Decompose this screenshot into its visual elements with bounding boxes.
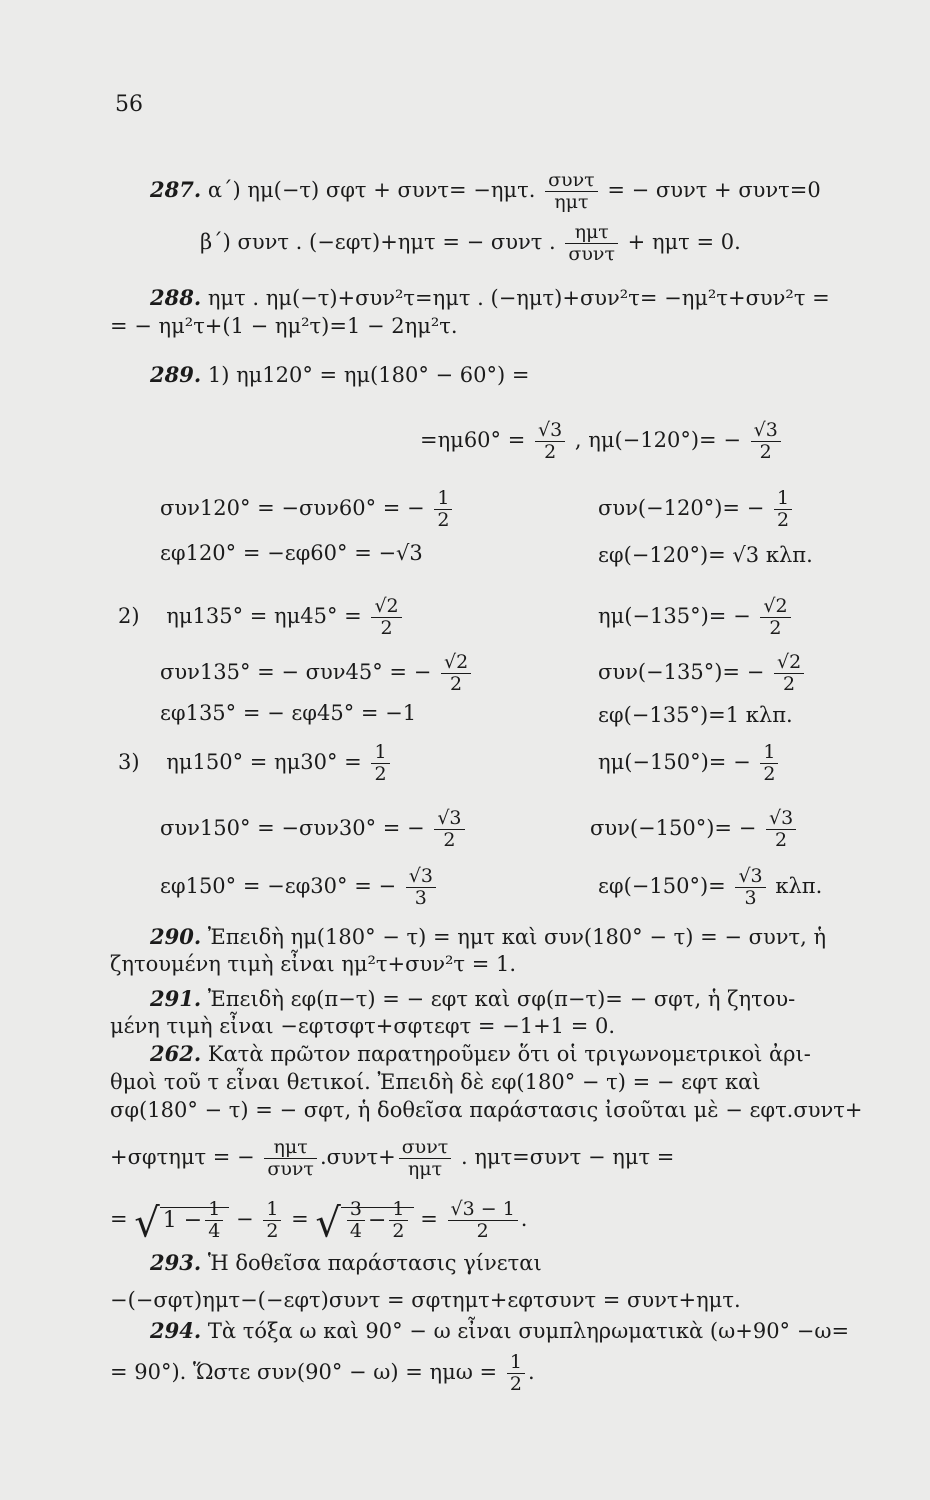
exercise-292-line-4 (110, 1137, 674, 1180)
fraction (760, 596, 790, 639)
cos135-right (598, 652, 807, 695)
equation-text: . (527, 1360, 535, 1384)
numerator: 1 (774, 488, 792, 510)
equation-text: = (291, 1207, 309, 1231)
denominator: 2 (437, 509, 450, 531)
denominator: ημτ (407, 1158, 443, 1180)
cos120-right (598, 488, 795, 531)
fraction (371, 742, 389, 785)
cos135-left (160, 652, 474, 695)
cos150-right (590, 808, 799, 851)
tan150-right (598, 866, 822, 909)
exercise-293-line-2: −(−σφτ)ημτ−(−εφτ)συντ = σφτημτ+εφτσυντ = συντ+ημτ. (110, 1288, 741, 1312)
page-number: 56 (115, 92, 143, 117)
denominator: 2 (544, 441, 557, 463)
numerator: √3 (735, 866, 765, 888)
exercise-290-line-2: ζητουμένη τιμὴ εἶναι ημ²τ+συν²τ = 1. (110, 952, 517, 976)
fraction (735, 866, 765, 909)
fraction (448, 1199, 518, 1242)
equation-text: =ημ60° = (420, 428, 526, 452)
exercise-291-line-1 (150, 986, 795, 1012)
fraction (347, 1199, 365, 1242)
sin60-line (420, 420, 784, 463)
exercise-number: 291. (150, 986, 202, 1011)
tan135-right: εφ(−135°)=1 κλπ. (598, 703, 793, 727)
numerator: 1 (205, 1199, 223, 1221)
denominator: 2 (450, 673, 463, 695)
equation-text: = (110, 1207, 128, 1231)
fraction (263, 1199, 281, 1242)
exercise-number: 294. (150, 1318, 202, 1343)
denominator: 3 (744, 887, 757, 909)
equation-text: ημτ . ημ(−τ)+συν²τ=ημτ . (−ημτ)+συν²τ= −ημ²τ+συν²τ = (207, 286, 830, 310)
exercise-number: 262. (150, 1041, 202, 1066)
numerator: 3 (347, 1199, 365, 1221)
case-label: 2) (118, 604, 140, 628)
equation-text: + ημτ = 0. (627, 230, 741, 254)
fraction (371, 596, 401, 639)
equation-text: συν150° = −συν30° = − (160, 816, 425, 840)
equation-text: ημ(−135°)= − (598, 604, 751, 628)
numerator: 1 (263, 1199, 281, 1221)
numerator: 1 (434, 488, 452, 510)
denominator: συντ (568, 243, 615, 265)
denominator: 4 (349, 1220, 362, 1242)
fraction (406, 866, 436, 909)
equation-text: . ημτ=συντ − ημτ = (460, 1145, 675, 1169)
denominator: συντ (267, 1158, 314, 1180)
paragraph-text: Ἐπειδὴ ημ(180° − τ) = ημτ καὶ συν(180° − τ) = − συντ, ἡ (207, 925, 827, 949)
cos120-left (160, 488, 455, 531)
denominator: 2 (266, 1220, 279, 1242)
denominator: 2 (777, 509, 790, 531)
fraction (205, 1199, 223, 1242)
numerator: √3 (434, 808, 464, 830)
sin135-right (598, 596, 794, 639)
denominator: 2 (769, 617, 782, 639)
case-label: 3) (118, 750, 140, 774)
radical-sign-icon: √ (315, 1200, 341, 1247)
equation-text: − (367, 1207, 387, 1233)
fraction (760, 742, 778, 785)
radicand (160, 1198, 230, 1242)
exercise-288-line-1 (150, 285, 830, 311)
exercise-288-line-2 (110, 313, 458, 339)
numerator: ημτ (565, 222, 618, 244)
equation-text: συν135° = − συν45° = − (160, 660, 432, 684)
fraction (751, 420, 781, 463)
exercise-291-line-2: μένη τιμὴ εἶναι −εφτσφτ+σφτεφτ = −1+1 = 0. (110, 1014, 616, 1038)
exercise-289-line-1 (150, 362, 529, 388)
denominator: 2 (509, 1373, 522, 1395)
fraction (774, 652, 804, 695)
denominator: ημτ (554, 191, 589, 213)
paragraph-text: Ἐπειδὴ εφ(π−τ) = − εφτ καὶ σφ(π−τ)= − σφτ, ἡ ζητου- (207, 987, 796, 1011)
equation-text: συν(−135°)= − (598, 660, 765, 684)
exercise-294-line-1 (150, 1318, 849, 1344)
denominator: 2 (759, 441, 772, 463)
equation-text: = 90°). Ὥστε συν(90° − ω) = ημω = (110, 1360, 498, 1384)
exercise-292-line-2: θμοὶ τοῦ τ εἶναι θετικοί. Ἐπειδὴ δὲ εφ(180° − τ) = − εφτ καὶ (110, 1070, 761, 1094)
fraction (565, 222, 618, 265)
fraction (507, 1352, 525, 1395)
denominator: 2 (775, 829, 788, 851)
fraction (389, 1199, 407, 1242)
numerator: √2 (760, 596, 790, 618)
numerator: √3 (766, 808, 796, 830)
tan120-right: εφ(−120°)= √3 κλπ. (598, 543, 813, 567)
denominator: 2 (443, 829, 456, 851)
numerator: ημτ (264, 1137, 317, 1159)
square-root (134, 1198, 229, 1247)
equation-text: . (520, 1207, 528, 1231)
exercise-number: 293. (150, 1250, 202, 1275)
exercise-292-line-3: σφ(180° − τ) = − σφτ, ἡ δοθεῖσα παράστασις ἰσοῦται μὲ − εφτ.συντ+ (110, 1098, 863, 1122)
equation-text: συν120° = −συν60° = − (160, 496, 425, 520)
fraction (441, 652, 471, 695)
exercise-290-line-1 (150, 924, 826, 950)
equation-text: ημ150° = ημ30° = (166, 750, 362, 774)
equation-text: .συντ+ (319, 1145, 396, 1169)
equation-text: ημ135° = ημ45° = (166, 604, 362, 628)
fraction (434, 488, 452, 531)
fraction (399, 1137, 452, 1180)
equation-text: β΄) συντ . (−εφτ)+ημτ = − συντ . (200, 230, 556, 254)
exercise-294-line-2 (110, 1352, 535, 1395)
equation-text: − (236, 1207, 254, 1231)
fraction (774, 488, 792, 531)
square-root (315, 1198, 413, 1247)
cos150-left (160, 808, 468, 851)
denominator: 2 (763, 763, 776, 785)
fraction (264, 1137, 317, 1180)
equation-text: συν(−120°)= − (598, 496, 765, 520)
equation-text: εφ(−150°)= (598, 874, 726, 898)
denominator: 4 (208, 1220, 221, 1242)
denominator: 2 (392, 1220, 405, 1242)
exercise-287-line-a (150, 170, 821, 213)
numerator: √2 (774, 652, 804, 674)
numerator: √2 (371, 596, 401, 618)
equation-text: κλπ. (775, 874, 823, 898)
exercise-number: 288. (150, 285, 202, 310)
exercise-292-line-1 (150, 1041, 811, 1067)
equation-text: α΄) ημ(−τ) σφτ + συντ= −ημτ. (207, 178, 536, 202)
exercise-292-line-5 (110, 1198, 528, 1247)
equation-text: +σφτημτ = − (110, 1145, 255, 1169)
numerator: 1 (507, 1352, 525, 1374)
fraction (434, 808, 464, 851)
numerator: √3 (535, 420, 565, 442)
numerator: √3 (406, 866, 436, 888)
exercise-293-line-1 (150, 1250, 542, 1276)
fraction (766, 808, 796, 851)
sin135-left (118, 596, 405, 639)
exercise-number: 289. (150, 362, 202, 387)
equation-text: 1) ημ120° = ημ(180° − 60°) = (207, 363, 530, 387)
exercise-287-line-b (200, 222, 741, 265)
tan150-left (160, 866, 439, 909)
exercise-number: 287. (150, 177, 202, 202)
equation-text: = − ημ²τ+(1 − ημ²τ)=1 − 2ημ²τ. (110, 314, 458, 338)
paragraph-text: Κατὰ πρῶτον παρατηροῦμεν ὅτι οἱ τριγωνομετρικοὶ ἀρι- (207, 1042, 811, 1066)
denominator: 2 (783, 673, 796, 695)
numerator: συντ (399, 1137, 452, 1159)
exercise-number: 290. (150, 924, 202, 949)
denominator: 2 (476, 1220, 489, 1242)
equation-text: = − συντ + συντ=0 (607, 178, 821, 202)
numerator: √3 − 1 (448, 1199, 518, 1221)
sin150-right (598, 742, 781, 785)
radical-sign-icon: √ (134, 1200, 160, 1247)
sin150-left (118, 742, 393, 785)
numerator: 1 (389, 1199, 407, 1221)
numerator: συντ (545, 170, 598, 192)
numerator: 1 (371, 742, 389, 764)
equation-text: εφ150° = −εφ30° = − (160, 874, 397, 898)
radicand-text: 1 − (162, 1207, 203, 1233)
numerator: 1 (760, 742, 778, 764)
paragraph-text: Ἡ δοθεῖσα παράστασις γίνεται (207, 1251, 542, 1275)
equation-text: ημ(−150°)= − (598, 750, 751, 774)
paragraph-text: Τὰ τόξα ω καὶ 90° − ω εἶναι συμπληρωματικὰ (ω+90° −ω= (207, 1319, 850, 1343)
equation-text: συν(−150°)= − (590, 816, 757, 840)
denominator: 2 (374, 763, 387, 785)
equation-text: = (420, 1207, 438, 1231)
denominator: 3 (414, 887, 427, 909)
tan135-left: εφ135° = − εφ45° = −1 (160, 701, 417, 725)
fraction (535, 420, 565, 463)
tan120-left: εφ120° = −εφ60° = −√3 (160, 541, 423, 565)
radicand (341, 1198, 414, 1242)
denominator: 2 (380, 617, 393, 639)
numerator: √2 (441, 652, 471, 674)
fraction (545, 170, 598, 213)
numerator: √3 (751, 420, 781, 442)
equation-text: , ημ(−120°)= − (574, 428, 741, 452)
